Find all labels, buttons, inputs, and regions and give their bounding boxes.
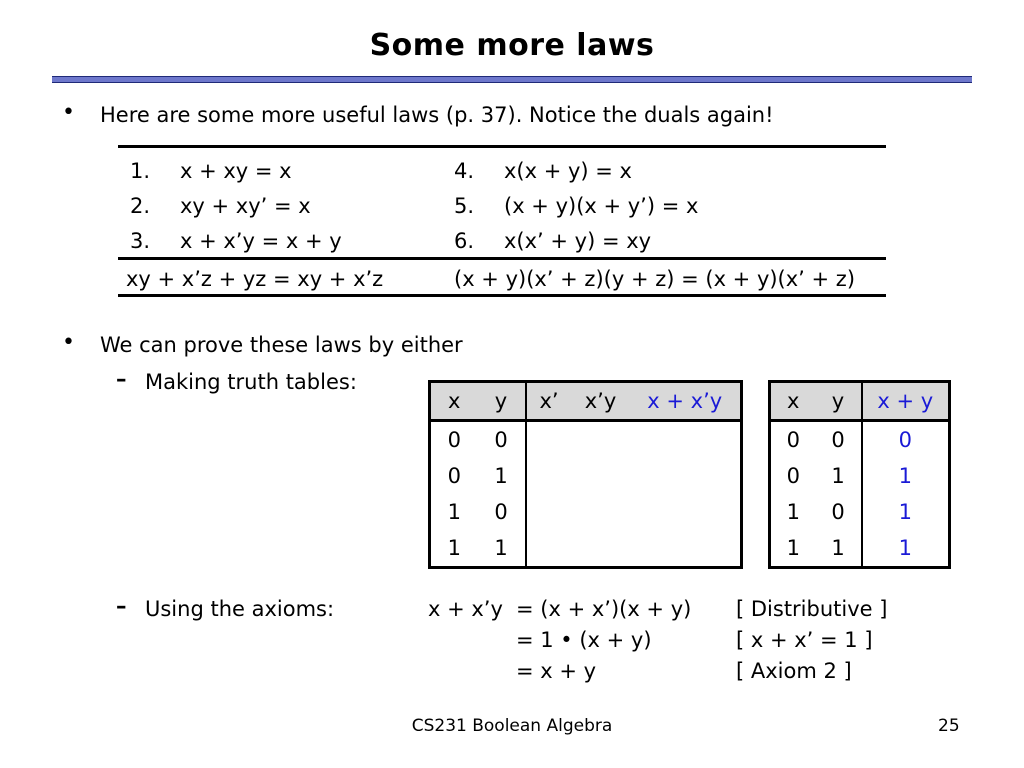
table-row xyxy=(430,530,742,568)
table2-cell: 1 xyxy=(898,464,912,488)
table-row xyxy=(770,494,950,530)
table1-cell xyxy=(572,494,630,530)
page-number: 25 xyxy=(938,716,960,736)
table1-header-y: y xyxy=(478,382,526,421)
table1-header-x: x xyxy=(448,389,461,413)
table2-cell: 1 xyxy=(786,536,800,560)
law-6-expr: x(x’ + y) = xy xyxy=(504,229,652,253)
table1-cell: 1 xyxy=(447,500,461,524)
proof-step-2: = 1 • (x + y) xyxy=(516,628,652,652)
table2-header-y: y xyxy=(816,382,862,421)
truth-tables-label: Making truth tables: xyxy=(145,370,357,394)
proof-reason-2: [ x + x’ = 1 ] xyxy=(736,628,873,652)
bullet-dot: • xyxy=(62,330,75,355)
law-6-number: 6. xyxy=(454,229,475,253)
table1-cell: 0 xyxy=(447,464,461,488)
table-row xyxy=(430,458,742,494)
law-1-number: 1. xyxy=(130,159,151,183)
consensus-law: xy + x’z + yz = xy + x’z xyxy=(126,267,384,291)
law-3-expr: x + x’y = x + y xyxy=(180,229,342,253)
table2-cell: 0 xyxy=(786,464,800,488)
table1-cell: 1 xyxy=(447,536,461,560)
table1-cell: 0 xyxy=(478,494,526,530)
table1-cell: 0 xyxy=(447,428,461,452)
table1-cell: 0 xyxy=(478,421,526,459)
slide-title: Some more laws xyxy=(369,28,655,63)
table2-cell: 0 xyxy=(786,428,800,452)
table2-cell: 1 xyxy=(898,536,912,560)
proof-step-1: = (x + x’)(x + y) xyxy=(516,597,692,621)
bullet-dot: • xyxy=(62,100,75,125)
table2-cell: 1 xyxy=(898,500,912,524)
table2-header-result: x + y xyxy=(877,389,934,413)
intro-bullet-text: Here are some more useful laws (p. 37). Notice the duals again! xyxy=(100,103,774,127)
truth-table-1 xyxy=(428,380,743,569)
table1-cell xyxy=(572,458,630,494)
table1-cell xyxy=(526,530,572,568)
law-5-expr: (x + y)(x + y’) = x xyxy=(504,194,699,218)
table1-header-xprime: x’ xyxy=(539,389,559,413)
sub-bullet-dash: – xyxy=(116,367,127,391)
proof-reason-3: [ Axiom 2 ] xyxy=(736,659,852,683)
title-divider xyxy=(52,76,972,83)
table1-cell xyxy=(572,421,630,459)
table1-cell xyxy=(630,458,742,494)
table2-cell: 1 xyxy=(816,530,862,568)
table1-cell: 1 xyxy=(478,530,526,568)
table-row xyxy=(430,494,742,530)
axioms-label: Using the axioms: xyxy=(145,597,335,621)
table1-cell: 1 xyxy=(478,458,526,494)
table1-cell xyxy=(526,458,572,494)
laws-rule-middle xyxy=(118,257,886,260)
table-row xyxy=(770,458,950,494)
table2-cell: 1 xyxy=(786,500,800,524)
table1-cell xyxy=(630,421,742,459)
table-row xyxy=(770,421,950,459)
footer-text: CS231 Boolean Algebra xyxy=(411,716,613,736)
table1-header-result: x + x’y xyxy=(647,389,723,413)
table2-cell: 0 xyxy=(816,421,862,459)
table1-cell xyxy=(526,421,572,459)
table-row xyxy=(770,530,950,568)
law-2-expr: xy + xy’ = x xyxy=(180,194,311,218)
law-4-number: 4. xyxy=(454,159,475,183)
table1-cell xyxy=(630,494,742,530)
law-2-number: 2. xyxy=(130,194,151,218)
laws-rule-top xyxy=(118,145,886,148)
table2-header-x: x xyxy=(787,389,800,413)
proof-step-3: = x + y xyxy=(516,659,597,683)
table1-cell xyxy=(572,530,630,568)
consensus-law-dual: (x + y)(x’ + z)(y + z) = (x + y)(x’ + z) xyxy=(454,267,856,291)
law-4-expr: x(x + y) = x xyxy=(504,159,632,183)
table1-cell xyxy=(526,494,572,530)
truth-table-2 xyxy=(768,380,951,569)
proof-lhs: x + x’y xyxy=(428,597,503,621)
table-row xyxy=(430,421,742,459)
prove-bullet-text: We can prove these laws by either xyxy=(100,333,463,357)
law-1-expr: x + xy = x xyxy=(180,159,292,183)
table2-cell: 0 xyxy=(898,428,912,452)
proof-reason-1: [ Distributive ] xyxy=(736,597,888,621)
table2-cell: 0 xyxy=(816,494,862,530)
laws-rule-bottom xyxy=(118,294,886,297)
table1-cell xyxy=(630,530,742,568)
table2-cell: 1 xyxy=(816,458,862,494)
law-5-number: 5. xyxy=(454,194,475,218)
table1-header-xprime-y: x’y xyxy=(584,389,617,413)
law-3-number: 3. xyxy=(130,229,151,253)
sub-bullet-dash: – xyxy=(116,594,127,618)
